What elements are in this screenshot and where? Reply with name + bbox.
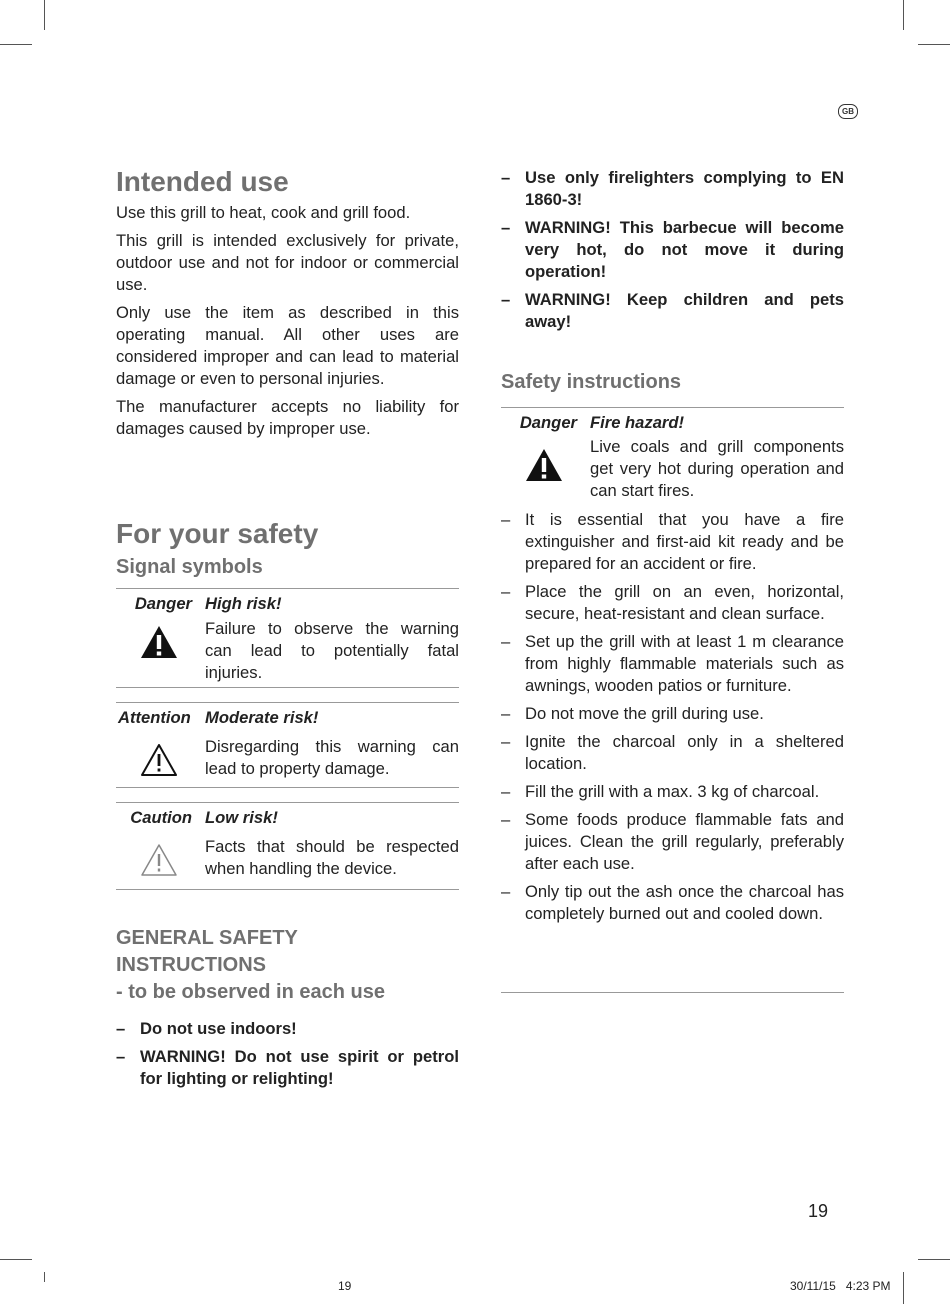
warning-triangle-filled-icon — [524, 447, 564, 483]
signal-word: Attention — [118, 708, 191, 727]
signal-symbols-table — [116, 588, 459, 890]
signal-word: Danger — [134, 594, 192, 613]
left-column — [116, 166, 459, 446]
signal-text: Failure to observe the warning can lead to potentially fatal injuries. — [205, 619, 459, 682]
intended-use-paragraph: Use this grill to heat, cook and grill food. — [116, 203, 411, 222]
signal-word: Danger — [519, 413, 577, 432]
safety-section — [116, 518, 459, 580]
crop-mark — [918, 44, 950, 45]
list-item: – WARNING! This barbecue will become very hot, do not move it during operation! — [501, 218, 844, 281]
for-your-safety-heading: For your safety — [116, 518, 319, 549]
crop-mark — [44, 1272, 45, 1282]
signal-risk: Moderate risk! — [205, 708, 319, 727]
divider — [116, 588, 459, 589]
crop-mark — [0, 1259, 32, 1260]
list-item: – Fill the grill with a max. 3 kg of charcoal. — [501, 782, 820, 801]
divider — [116, 787, 459, 788]
warnings-list — [501, 167, 844, 333]
language-badge: GB — [838, 104, 858, 119]
divider — [116, 702, 459, 703]
list-item: – It is essential that you have a fire extinguisher and first-aid kit ready and be prepared for an accident or fire. — [501, 510, 844, 573]
warning-triangle-outline-icon — [139, 742, 179, 778]
list-item: – Use only firelighters complying to EN 1860-3! — [501, 168, 844, 209]
signal-word: Caution — [130, 808, 192, 827]
general-safety-heading: GENERAL SAFETY — [116, 927, 298, 949]
list-item: – Do not move the grill during use. — [501, 704, 764, 723]
safety-instructions-list — [501, 509, 844, 925]
crop-mark — [903, 1272, 904, 1304]
safety-instructions-section — [501, 369, 844, 395]
signal-text: Live coals and grill components get very hot during operation and can start fires. — [590, 437, 844, 500]
intended-use-paragraph: This grill is intended exclusively for private, outdoor use and not for indoor or commercial use. — [116, 231, 459, 294]
signal-risk: Fire hazard! — [590, 413, 685, 432]
page-number: 19 — [808, 1201, 829, 1221]
general-safety-subheading: - to be observed in each use — [116, 981, 385, 1003]
divider — [116, 687, 459, 688]
warning-triangle-filled-icon — [139, 624, 179, 660]
divider — [501, 992, 844, 993]
list-item: – Place the grill on an even, horizontal, secure, heat-resistant and clean surface. — [501, 582, 844, 623]
signal-risk: High risk! — [205, 594, 282, 613]
divider — [501, 407, 844, 408]
warning-triangle-light-icon — [139, 842, 179, 878]
list-item: – WARNING! Keep children and pets away! — [501, 290, 844, 331]
divider — [116, 802, 459, 803]
signal-symbols-heading: Signal symbols — [116, 556, 263, 578]
safety-instructions-heading: Safety instructions — [501, 371, 682, 393]
crop-mark — [0, 44, 32, 45]
list-item: – Only tip out the ash once the charcoal has completely burned out and cooled down. — [501, 882, 844, 923]
list-item: – Do not use indoors! — [116, 1019, 297, 1038]
crop-mark — [44, 0, 45, 30]
intended-use-paragraph: Only use the item as described in this operating manual. All other uses are considered improper and can lead to material damage or even to personal injuries. — [116, 303, 459, 388]
divider — [116, 889, 459, 890]
footer-datetime: 30/11/15 4:23 PM — [790, 1279, 891, 1293]
footer-page: 19 — [338, 1279, 352, 1293]
general-safety-list — [116, 1018, 459, 1090]
intended-use-paragraph: The manufacturer accepts no liability for damages caused by improper use. — [116, 397, 459, 438]
crop-mark — [903, 0, 904, 30]
right-warnings — [501, 167, 844, 339]
list-item: – Ignite the charcoal only in a sheltered location. — [501, 732, 844, 773]
signal-text: Facts that should be respected when handling the device. — [205, 837, 459, 878]
general-safety-section — [116, 925, 459, 1096]
list-item: – Some foods produce flammable fats and juices. Clean the grill regularly, preferably after each use. — [501, 810, 844, 873]
signal-text: Disregarding this warning can lead to property damage. — [205, 737, 459, 778]
fire-hazard-box — [501, 407, 844, 505]
crop-mark — [918, 1259, 950, 1260]
general-safety-heading: INSTRUCTIONS — [116, 954, 266, 976]
safety-instructions-list-wrap — [501, 509, 844, 931]
intended-use-heading: Intended use — [116, 166, 289, 197]
list-item: – Set up the grill with at least 1 m clearance from highly flammable materials such as awnings, wooden patios or furniture. — [501, 632, 844, 695]
list-item: – WARNING! Do not use spirit or petrol for lighting or relighting! — [116, 1047, 459, 1088]
signal-risk: Low risk! — [205, 808, 278, 827]
